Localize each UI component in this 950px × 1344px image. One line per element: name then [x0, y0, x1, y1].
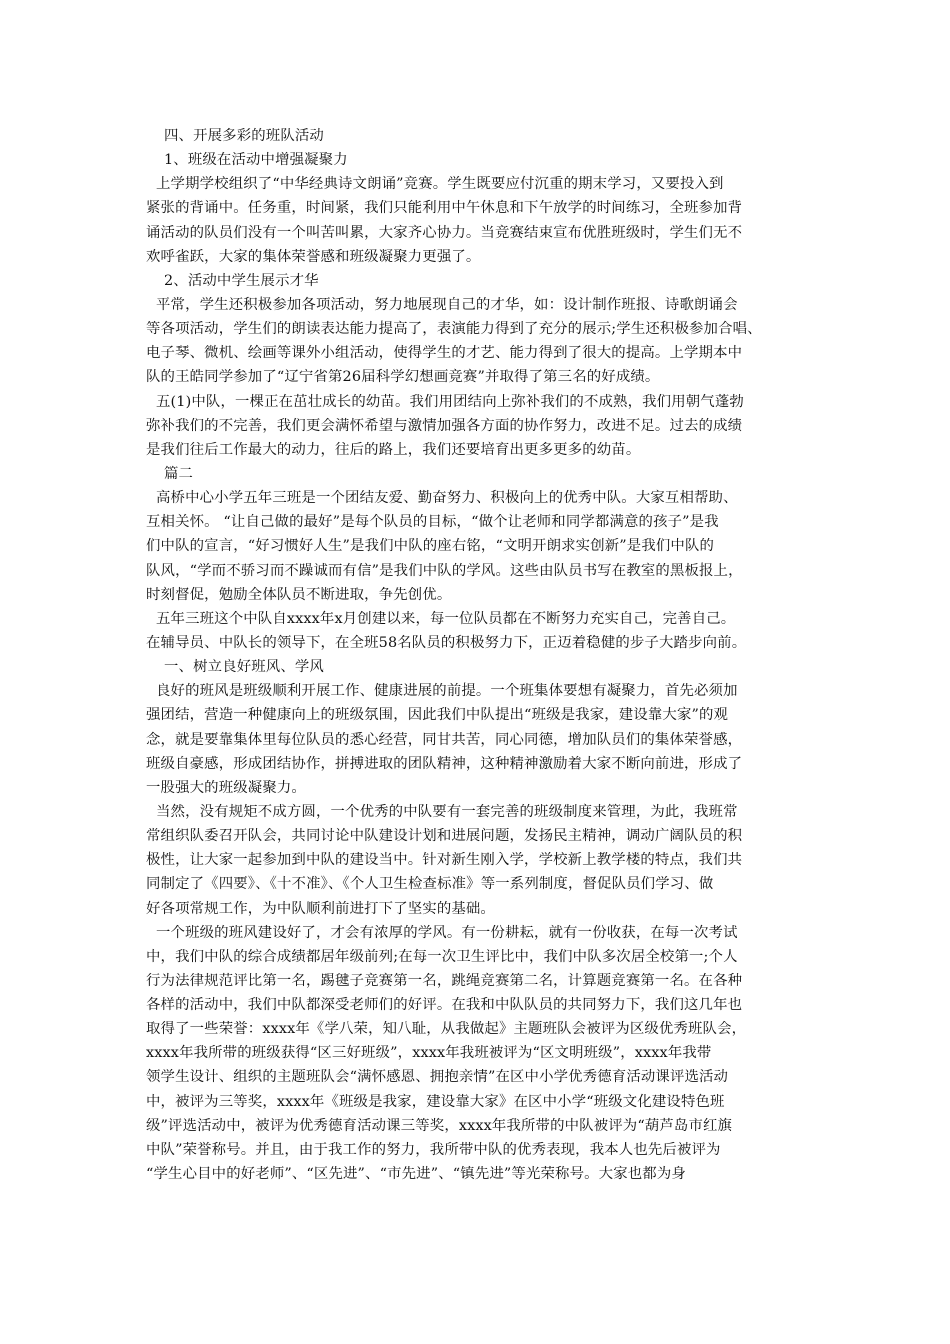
section-heading: 篇二 — [164, 465, 194, 482]
paragraph-line: 同制定了《四要》、《十不准》、《个人卫生检查标准》等一系列制度，督促队员们学习、做 — [146, 876, 714, 893]
paragraph-line: 紧张的背诵中。任务重，时间紧，我们只能利用中午休息和下午放学的时间练习，全班参加背 — [146, 200, 743, 217]
document-body — [146, 124, 808, 1186]
paragraph-line: 行为法律规范评比第一名，踢毽子竞赛第一名，跳绳竞赛第二名，计算题竞赛第一名。在各种 — [146, 972, 743, 989]
paragraph-line: 中，我们中队的综合成绩都居年级前列;在每一次卫生评比中，我们中队多次居全校第一;个人 — [146, 948, 738, 965]
paragraph-line: 中，被评为三等奖，xxxx年《班级是我家，建设靠大家》在区中小学“班级文化建设特色班 — [146, 1093, 725, 1110]
paragraph-line: 高桥中心小学五年三班是一个团结友爱、勤奋努力、积极向上的优秀中队。大家互相帮助、 — [156, 490, 738, 507]
paragraph-line: 时刻督促，勉励全体队员不断进取，争先创优。 — [146, 586, 452, 603]
paragraph-line: 好各项常规工作，为中队顺利前进打下了坚实的基础。 — [146, 900, 495, 917]
paragraph-line: 弥补我们的不完善，我们更会满怀希望与激情加强各方面的协作努力，改进不足。过去的成绩 — [146, 417, 743, 434]
section-heading: 1、班级在活动中增强凝聚力 — [164, 152, 348, 169]
paragraph-line: 五(1)中队，一棵正在茁壮成长的幼苗。我们用团结向上弥补我们的不成熟，我们用朝气蓬勃 — [156, 393, 744, 410]
paragraph-line: 良好的班风是班级顺利开展工作、健康进展的前提。一个班集体要想有凝聚力，首先必须加 — [156, 683, 738, 700]
paragraph-line: 五年三班这个中队自xxxx年x月创建以来，每一位队员都在不断努力充实自己，完善自己。 — [156, 610, 736, 627]
paragraph-line: 取得了一些荣誉：xxxx年《学八荣，知八耻，从我做起》主题班队会被评为区级优秀班队会， — [146, 1021, 747, 1038]
paragraph-line: 平常，学生还积极参加各项活动，努力地展现自己的才华，如：设计制作班报、诗歌朗诵会 — [156, 296, 738, 313]
paragraph-line: 一个班级的班风建设好了，才会有浓厚的学风。有一份耕耘，就有一份收获，在每一次考试 — [156, 924, 738, 941]
paragraph-line: 各样的活动中，我们中队都深受老师们的好评。在我和中队队员的共同努力下，我们这几年也 — [146, 997, 743, 1014]
paragraph-line: 上学期学校组织了“中华经典诗文朗诵”竞赛。学生既要应付沉重的期末学习，又要投入到 — [156, 176, 724, 193]
paragraph-line: 极性，让大家一起参加到中队的建设当中。针对新生刚入学，学校新上教学楼的特点，我们共 — [146, 852, 743, 869]
paragraph-line: 级”评选活动中，被评为优秀德育活动课三等奖，xxxx年我所带的中队被评为“葫芦岛市红旗 — [146, 1117, 733, 1134]
section-heading: 四、开展多彩的班队活动 — [164, 128, 324, 144]
paragraph-line: 电子琴、微机、绘画等课外小组活动，使得学生的才艺、能力得到了很大的提高。上学期本中 — [146, 345, 743, 362]
paragraph-line: 班级自豪感，形成团结协作，拼搏进取的团队精神，这种精神激励着大家不断向前进，形成了 — [146, 755, 743, 772]
paragraph-line: 互相关怀。 “让自己做的最好”是每个队员的目标，“做个让老师和同学都满意的孩子”是我 — [146, 514, 719, 531]
paragraph-line: 在辅导员、中队长的领导下，在全班58名队员的积极努力下，正迈着稳健的步子大踏步向前。 — [146, 634, 747, 651]
section-heading: 2、活动中学生展示才华 — [164, 272, 319, 289]
paragraph-line: 诵活动的队员们没有一个叫苦叫累，大家齐心协力。当竞赛结束宣布优胜班级时，学生们无不 — [146, 224, 743, 241]
paragraph-line: 念，就是要靠集体里每位队员的悉心经营，同甘共苦，同心同德，增加队员们的集体荣誉感， — [146, 731, 743, 748]
paragraph-line: 一股强大的班级凝聚力。 — [146, 779, 306, 796]
paragraph-line: xxxx年我所带的班级获得“区三好班级”，xxxx年我班被评为“区文明班级”，xxxx年我带 — [146, 1045, 712, 1062]
section-heading: 一、树立良好班风、学风 — [164, 659, 324, 676]
paragraph-line: 当然，没有规矩不成方圆，一个优秀的中队要有一套完善的班级制度来管理，为此，我班常 — [156, 803, 738, 820]
paragraph-line: 们中队的宣言，“好习惯好人生”是我们中队的座右铭，“文明开朗求实创新”是我们中队的 — [146, 538, 715, 555]
paragraph-line: 队风，“学而不骄习而不躁诚而有信”是我们中队的学风。这些由队员书写在教室的黑板报上， — [146, 562, 743, 579]
paragraph-line: 是我们往后工作最大的动力，往后的路上，我们还要培育出更多更多的幼苗。 — [146, 441, 641, 458]
paragraph-line: “学生心目中的好老师”、“区先进”、“市先进”、“镇先进”等光荣称号。大家也都为身 — [146, 1166, 686, 1183]
paragraph-line: 强团结，营造一种健康向上的班级氛围，因此我们中队提出“班级是我家，建设靠大家”的观 — [146, 707, 729, 724]
paragraph-line: 常组织队委召开队会，共同讨论中队建设计划和进展问题，发扬民主精神，调动广阔队员的积 — [146, 828, 743, 845]
paragraph-line: 队的王皓同学参加了“辽宁省第26届科学幻想画竞赛”并取得了第三名的好成绩。 — [146, 369, 660, 386]
paragraph-line: 中队”荣誉称号。并且，由于我工作的努力，我所带中队的优秀表现，我本人也先后被评为 — [146, 1141, 721, 1158]
paragraph-line: 领学生设计、组织的主题班队会“满怀感恩、拥抱亲情”在区中小学优秀德育活动课评选活动 — [146, 1069, 729, 1086]
paragraph-line: 等各项活动，学生们的朗读表达能力提高了，表演能力得到了充分的展示;学生还积极参加合唱、 — [146, 321, 762, 338]
paragraph-line: 欢呼雀跃，大家的集体荣誉感和班级凝聚力更强了。 — [146, 248, 481, 265]
